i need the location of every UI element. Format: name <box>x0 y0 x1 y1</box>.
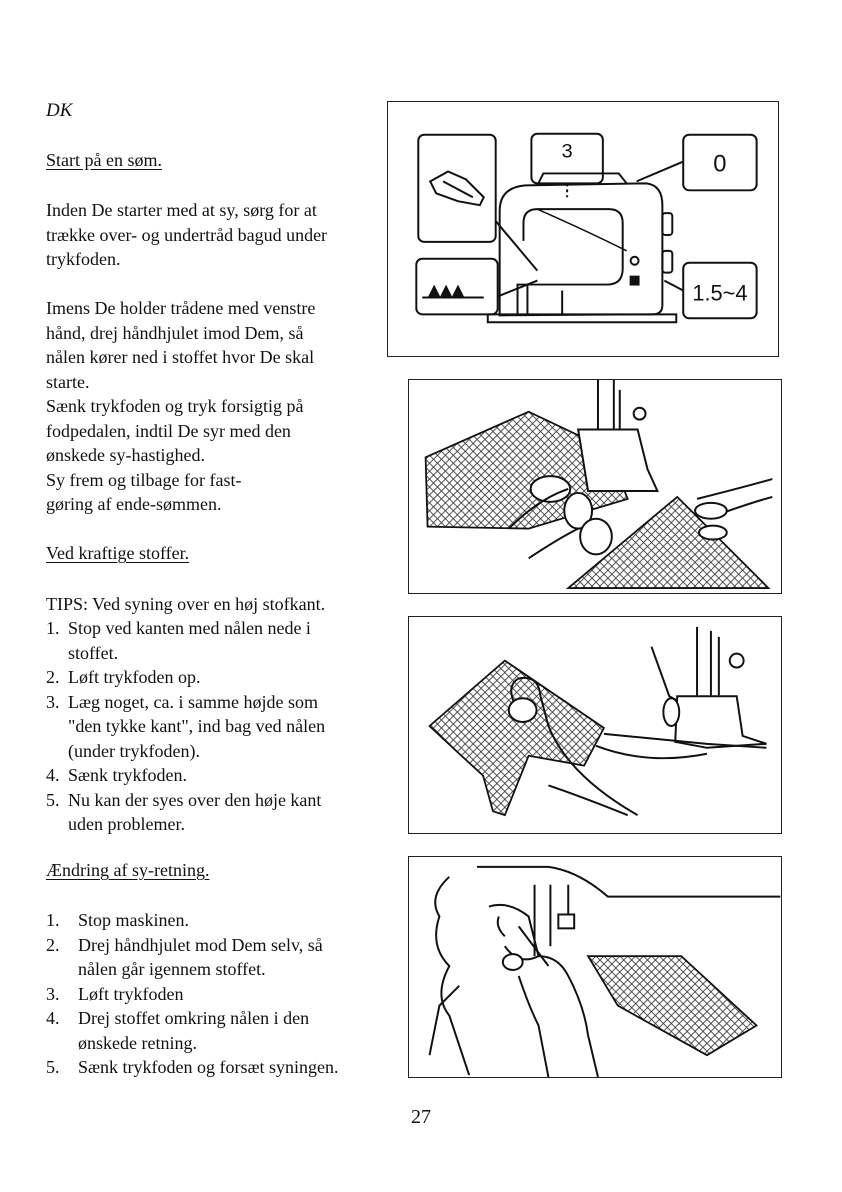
heavy-fabric-figure <box>408 616 782 834</box>
machine-settings-figure <box>387 101 779 357</box>
language-code: DK <box>46 100 73 121</box>
tension-value: 0 <box>713 150 727 178</box>
heavy-fabrics-heading: Ved kraftige stoffer. <box>46 543 190 563</box>
tips-line <box>46 592 406 617</box>
text-line: Nu kan der syes over den høje kant <box>68 789 322 810</box>
list-item <box>46 1055 386 1080</box>
text-line: hånd, drej håndhjulet imod Dem, så <box>46 322 304 343</box>
list-item <box>46 665 386 690</box>
start-seam-heading: Start på en søm. <box>46 150 162 170</box>
text-line: nålen går igennem stoffet. <box>78 959 266 979</box>
list-item <box>46 1006 386 1055</box>
step-number: 2. <box>46 934 60 955</box>
step-number: 4. <box>46 765 60 785</box>
text-line: Sænk trykfoden. <box>68 765 187 785</box>
heavy-fabric-steps <box>46 616 386 837</box>
step-number: 2. <box>46 667 60 687</box>
step-number: 1. <box>46 618 60 638</box>
text-line: Drej stoffet omkring nålen i den <box>78 1008 310 1028</box>
text-line: "den tykke kant", ind bag ved nålen <box>68 716 326 736</box>
step-number: 1. <box>46 910 60 930</box>
step-number: 5. <box>46 1057 60 1077</box>
text-line: Sænk trykfoden og tryk forsigtig på <box>46 396 304 416</box>
text-line: Sy frem og tilbage for fast- <box>46 469 242 490</box>
start-instructions-paragraph <box>46 296 376 517</box>
text-line: ønskede retning. <box>78 1032 197 1053</box>
text-line: Stop ved kanten med nålen nede i <box>68 618 311 638</box>
text-line: Løft trykfoden op. <box>68 667 201 687</box>
text-line: Sænk trykfoden og forsæt syningen. <box>78 1057 339 1077</box>
list-item <box>46 908 386 933</box>
text-line: fodpedalen, indtil De syr med den <box>46 420 291 441</box>
text-line: stoffet. <box>68 642 119 663</box>
step-number: 3. <box>46 691 60 712</box>
step-number: 3. <box>46 983 60 1004</box>
text-line: Drej håndhjulet mod Dem selv, så <box>78 934 323 955</box>
text-line: Imens De holder trådene med venstre <box>46 298 316 318</box>
list-item <box>46 690 386 764</box>
text-line: Stop maskinen. <box>78 910 189 930</box>
sewing-machine-illustration <box>388 102 778 356</box>
text-line: gøring af ende-sømmen. <box>46 494 222 514</box>
change-direction-figure <box>408 856 782 1078</box>
text-line: nålen kører ned i stoffet hvor De skal <box>46 347 315 367</box>
text-line: Læg noget, ca. i samme højde som <box>68 691 318 712</box>
list-item <box>46 788 386 837</box>
start-sewing-figure <box>408 379 782 594</box>
page-number: 27 <box>411 1106 431 1128</box>
hands-guiding-fabric-illustration <box>409 380 781 593</box>
thick-edge-sewing-illustration <box>409 617 781 833</box>
step-number: 4. <box>46 1008 60 1028</box>
text-line: Løft trykfoden <box>78 983 184 1004</box>
text-line: Inden De starter med at sy, sørg for at <box>46 200 317 220</box>
text-line: trykfoden. <box>46 249 121 269</box>
start-intro-paragraph <box>46 198 376 272</box>
text-line: trække over- og undertråd bagud under <box>46 224 328 245</box>
pivot-fabric-illustration <box>409 857 781 1077</box>
stitch-length-value: 1.5~4 <box>692 280 748 306</box>
stitch-selector-value: 3 <box>561 140 573 163</box>
step-number: 5. <box>46 789 60 810</box>
direction-steps <box>46 908 386 1080</box>
text-line: TIPS: Ved syning over en høj stofkant. <box>46 594 326 614</box>
list-item <box>46 763 386 788</box>
text-line: ønskede sy-hastighed. <box>46 445 205 465</box>
list-item <box>46 982 386 1007</box>
change-direction-heading: Ændring af sy-retning. <box>46 860 210 880</box>
text-line: uden problemer. <box>68 814 185 834</box>
list-item <box>46 616 386 665</box>
text-line: (under trykfoden). <box>68 740 200 761</box>
list-item <box>46 933 386 982</box>
text-line: starte. <box>46 371 90 392</box>
